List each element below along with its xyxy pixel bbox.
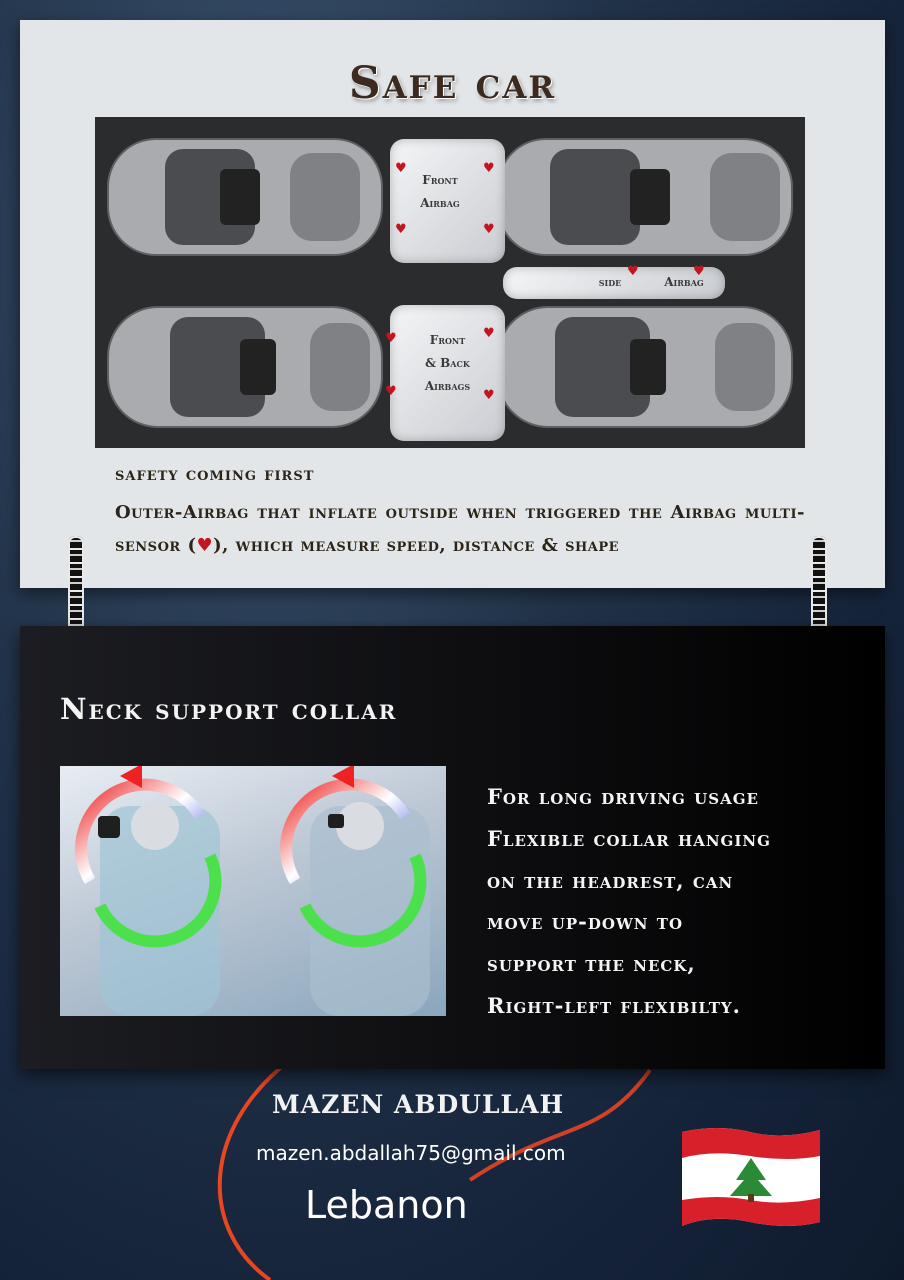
side-airbag-label-left: side bbox=[598, 275, 622, 289]
car-bottom-left bbox=[100, 295, 390, 440]
sensor-icon: ♥ bbox=[196, 535, 214, 556]
sensor-icon: ♥ bbox=[385, 331, 397, 346]
tagline: safety coming first bbox=[115, 464, 315, 485]
page-title: Safe car bbox=[348, 58, 557, 109]
description-line: move up-down to bbox=[487, 909, 684, 935]
author-email: mazen.abdallah75@gmail.com bbox=[256, 1141, 566, 1165]
author-name: MAZEN ABDULLAH bbox=[272, 1090, 565, 1119]
sensor-icon: ♥ bbox=[627, 264, 639, 279]
sensor-icon: ♥ bbox=[483, 388, 495, 403]
sensor-icon: ♥ bbox=[483, 326, 495, 341]
safe-car-panel bbox=[20, 20, 885, 588]
description-line: support the neck, bbox=[487, 951, 696, 977]
sensor-icon: ♥ bbox=[395, 222, 407, 237]
rotation-arrows-icon bbox=[60, 766, 446, 1016]
car-airbag-illustration bbox=[95, 117, 805, 448]
car-top-left bbox=[100, 127, 390, 267]
sensor-icon: ♥ bbox=[483, 161, 495, 176]
neck-collar-panel bbox=[20, 626, 885, 1069]
airbag-description: Outer-Airbag that inflate outside when triggered the Airbag multi-sensor (♥), which measure speed, distance & shape bbox=[115, 502, 805, 556]
lebanon-flag-icon bbox=[678, 1122, 824, 1232]
car-top-right bbox=[490, 127, 800, 267]
car-bottom-right bbox=[490, 295, 800, 440]
neck-collar-title: Neck support collar bbox=[60, 692, 398, 726]
collar-description bbox=[487, 776, 857, 1027]
description-line: Right-left flexibilty. bbox=[487, 992, 741, 1018]
sensor-icon: ♥ bbox=[395, 161, 407, 176]
side-airbag-label-right: Airbag bbox=[664, 275, 704, 289]
description-line: on the headrest, can bbox=[487, 867, 734, 893]
sensor-icon: ♥ bbox=[483, 222, 495, 237]
description-line: For long driving usage bbox=[487, 784, 759, 809]
sensor-icon: ♥ bbox=[385, 384, 397, 399]
description-line: Flexible collar hanging bbox=[487, 825, 771, 851]
collar-illustration bbox=[60, 766, 446, 1016]
author-country: Lebanon bbox=[305, 1183, 468, 1227]
front-airbag-label: Front Airbag bbox=[420, 173, 460, 210]
sensor-icon: ♥ bbox=[693, 264, 705, 279]
front-back-airbag-label: Front & Back Airbags bbox=[424, 333, 471, 393]
